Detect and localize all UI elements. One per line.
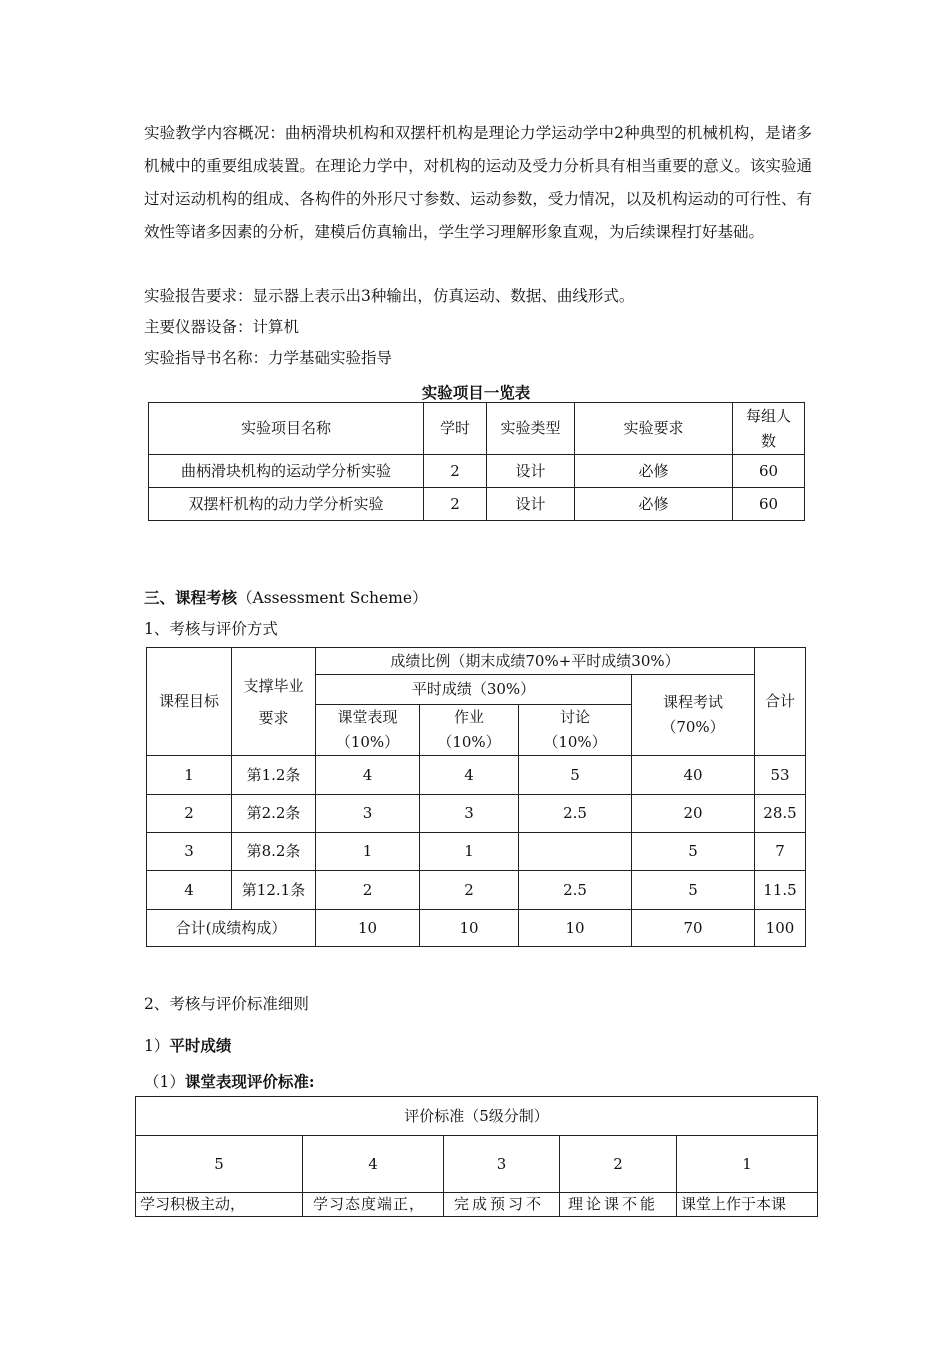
assess-exam: 20 xyxy=(632,795,755,833)
assess-goal: 2 xyxy=(147,795,232,833)
exp-type: 设计 xyxy=(487,488,575,521)
exp-table-header-row xyxy=(149,403,805,455)
subsection-2-title: 2、考核与评价标准细则 xyxy=(144,995,309,1013)
assess-homework: 1 xyxy=(420,833,519,871)
assess-homework: 4 xyxy=(420,756,519,795)
regular-score-heading xyxy=(144,1031,231,1061)
section-3-heading xyxy=(144,583,428,613)
assess-header-row-1 xyxy=(147,648,806,675)
assess-sum-class: 10 xyxy=(316,910,420,947)
assess-discuss: 5 xyxy=(519,756,632,795)
assess-class: 4 xyxy=(316,756,420,795)
exp-hours: 2 xyxy=(424,488,487,521)
assess-row xyxy=(147,795,806,833)
assess-total: 28.5 xyxy=(755,795,806,833)
report-requirement: 实验报告要求：显示器上表示出3种输出，仿真运动、数据、曲线形式。 xyxy=(144,287,635,305)
assess-total: 53 xyxy=(755,756,806,795)
class-eval-prefix: （1） xyxy=(144,1073,185,1091)
assess-support: 第2.2条 xyxy=(232,795,316,833)
eval-desc: 理论课不能 xyxy=(560,1193,677,1217)
assess-header-regular: 平时成绩（30%） xyxy=(316,675,632,705)
eval-title-row xyxy=(136,1097,818,1136)
main-equipment: 主要仪器设备：计算机 xyxy=(144,318,300,336)
evaluation-table xyxy=(135,1096,818,1217)
assess-discuss xyxy=(519,833,632,871)
regular-score-prefix: 1） xyxy=(144,1037,170,1055)
assess-header-discuss: 讨论（10%） xyxy=(519,705,632,756)
exp-header-type: 实验类型 xyxy=(487,403,575,455)
assess-header-ratio: 成绩比例（期末成绩70%+平时成绩30%） xyxy=(316,648,755,675)
assess-goal: 3 xyxy=(147,833,232,871)
assessment-table xyxy=(146,647,806,947)
assess-class: 2 xyxy=(316,871,420,910)
eval-desc: 完成预习不 xyxy=(444,1193,560,1217)
exp-header-name: 实验项目名称 xyxy=(149,403,424,455)
regular-score-title: 平时成绩 xyxy=(169,1036,232,1055)
assess-sum-exam: 70 xyxy=(632,910,755,947)
assess-support: 第12.1条 xyxy=(232,871,316,910)
assess-row xyxy=(147,756,806,795)
section-3-subtitle: （Assessment Scheme） xyxy=(237,589,428,607)
assess-homework: 3 xyxy=(420,795,519,833)
exp-hours: 2 xyxy=(424,455,487,488)
subsection-1-title: 1、考核与评价方式 xyxy=(144,620,278,638)
eval-title: 评价标准（5级分制） xyxy=(136,1097,818,1136)
assess-homework: 2 xyxy=(420,871,519,910)
exp-group-size: 60 xyxy=(733,488,805,521)
assess-header-class: 课堂表现（10%） xyxy=(316,705,420,756)
eval-levels-row xyxy=(136,1136,818,1193)
exp-name: 双摆杆机构的动力学分析实验 xyxy=(149,488,424,521)
assess-header-homework: 作业（10%） xyxy=(420,705,519,756)
assess-exam: 40 xyxy=(632,756,755,795)
eval-desc-row xyxy=(136,1193,818,1217)
assess-exam: 5 xyxy=(632,833,755,871)
exp-table-row xyxy=(149,455,805,488)
assess-header-goal: 课程目标 xyxy=(147,648,232,756)
exp-header-hours: 学时 xyxy=(424,403,487,455)
assess-header-exam: 课程考试（70%） xyxy=(632,675,755,756)
assess-goal: 4 xyxy=(147,871,232,910)
eval-desc: 学习积极主动， xyxy=(136,1193,303,1217)
exp-requirement: 必修 xyxy=(575,455,733,488)
exp-group-size: 60 xyxy=(733,455,805,488)
assess-sum-row xyxy=(147,910,806,947)
exp-header-requirement: 实验要求 xyxy=(575,403,733,455)
assess-exam: 5 xyxy=(632,871,755,910)
class-eval-heading xyxy=(144,1067,315,1097)
assess-sum-total: 100 xyxy=(755,910,806,947)
assess-sum-label: 合计(成绩构成） xyxy=(147,910,316,947)
eval-desc: 学习态度端正， xyxy=(303,1193,444,1217)
assess-goal: 1 xyxy=(147,756,232,795)
eval-desc: 课堂上作于本课 xyxy=(677,1193,818,1217)
assess-class: 1 xyxy=(316,833,420,871)
exp-type: 设计 xyxy=(487,455,575,488)
assess-support: 第1.2条 xyxy=(232,756,316,795)
exp-table-row xyxy=(149,488,805,521)
assess-header-support: 支撑毕业要求 xyxy=(232,648,316,756)
experiment-table xyxy=(148,402,805,521)
assess-header-total: 合计 xyxy=(755,648,806,756)
exp-name: 曲柄滑块机构的运动学分析实验 xyxy=(149,455,424,488)
assess-class: 3 xyxy=(316,795,420,833)
class-eval-title: 课堂表现评价标准: xyxy=(184,1072,315,1091)
section-3-title: 三、课程考核 xyxy=(144,588,238,607)
assess-discuss: 2.5 xyxy=(519,871,632,910)
exp-header-group-size: 每组人数 xyxy=(733,403,805,455)
assess-total: 7 xyxy=(755,833,806,871)
assess-support: 第8.2条 xyxy=(232,833,316,871)
exp-table-caption: 实验项目一览表 xyxy=(421,383,531,402)
assess-row xyxy=(147,871,806,910)
assess-row xyxy=(147,833,806,871)
eval-level: 5 xyxy=(136,1136,303,1193)
eval-level: 2 xyxy=(560,1136,677,1193)
assess-sum-discuss: 10 xyxy=(519,910,632,947)
eval-level: 1 xyxy=(677,1136,818,1193)
assess-total: 11.5 xyxy=(755,871,806,910)
exp-requirement: 必修 xyxy=(575,488,733,521)
eval-level: 3 xyxy=(444,1136,560,1193)
eval-level: 4 xyxy=(303,1136,444,1193)
assess-discuss: 2.5 xyxy=(519,795,632,833)
overview-paragraph: 实验教学内容概况：曲柄滑块机构和双摆杆机构是理论力学运动学中2种典型的机械机构，是诸多机械中的重要组成装置。在理论力学中，对机构的运动及受力分析具有相当重要的意义。该实验通过对运动机构的组成、各构件的外形尺寸参数、运动参数，受力情况，以及机构运动的可行性、有效性等诸多因素的分析，建模后仿真输出，学生学习理解形象直观，为后续课程打好基础。 xyxy=(144,124,812,241)
guide-book-name: 实验指导书名称：力学基础实验指导 xyxy=(144,349,393,367)
assess-sum-homework: 10 xyxy=(420,910,519,947)
